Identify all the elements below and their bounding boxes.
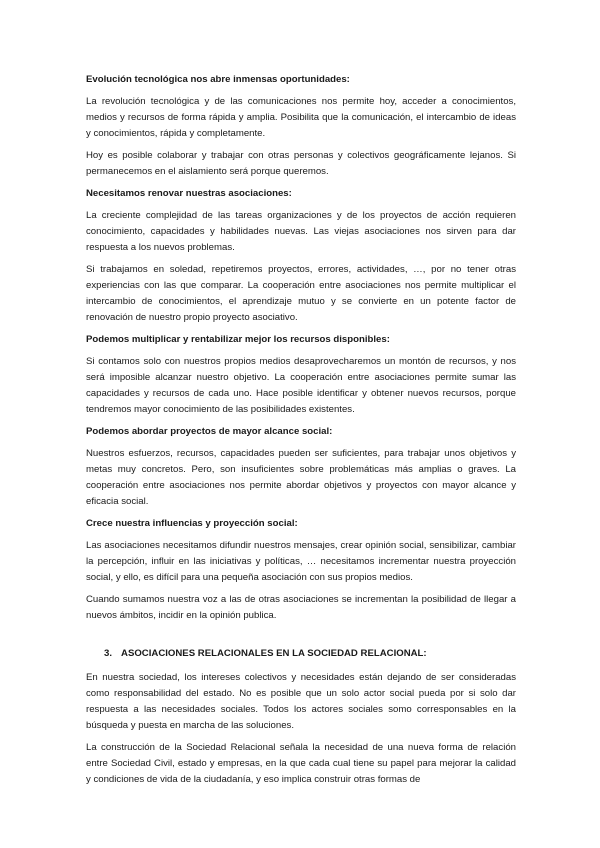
section-number: 3. [104, 648, 113, 659]
section-heading-3 [86, 646, 516, 662]
heading-mayor-alcance: Podemos abordar proyectos de mayor alcance social: [86, 426, 333, 437]
heading-evolucion-tecnologica: Evolución tecnológica nos abre inmensas oportunidades: [86, 74, 350, 85]
section-title-text: ASOCIACIONES RELACIONALES EN LA SOCIEDAD RELACIONAL: [121, 648, 427, 659]
heading-renovar-asociaciones: Necesitamos renovar nuestras asociaciones: [86, 188, 292, 199]
paragraph: La construcción de la Sociedad Relacional señala la necesidad de una nueva forma de relación entre Sociedad Civil, estado y empresas, en la que cada cual tiene su papel para mejorar la calidad y condiciones de vida de la ciudadanía, y eso implica construir otras formas de [86, 742, 516, 785]
paragraph: Cuando sumamos nuestra voz a las de otras asociaciones se incrementan la posibilidad de llegar a nuevos ámbitos, incidir en la opinión publica. [86, 594, 516, 621]
heading-multiplicar-recursos: Podemos multiplicar y rentabilizar mejor los recursos disponibles: [86, 334, 390, 345]
paragraph: Hoy es posible colaborar y trabajar con otras personas y colectivos geográficamente lejanos. Si permanecemos en el aislamiento será porque queremos. [86, 150, 516, 177]
paragraph: Si contamos solo con nuestros propios medios desaprovecharemos un montón de recursos, y nos será imposible alcanzar nuestro objetivo. La cooperación entre asociaciones permite sumar las capacidades y recursos de cada uno. Hace posible identificar y obtener nuevos recursos, porque tendremos mayor conocimiento de las posibilidades existentes. [86, 356, 516, 415]
heading-influencias-proyeccion: Crece nuestra influencias y proyección social: [86, 518, 298, 529]
paragraph: Si trabajamos en soledad, repetiremos proyectos, errores, actividades, …, por no tener otras experiencias con las que comparar. La cooperación entre asociaciones nos permite multiplicar el intercambio de conocimientos, el aprendizaje mutuo y se convierte en un potente factor de renovación de nuestro propio proyecto asociativo. [86, 264, 516, 323]
paragraph: En nuestra sociedad, los intereses colectivos y necesidades están dejando de ser consideradas como responsabilidad del estado. No es posible que un solo actor social pueda por si solo dar respuesta a las necesidades sociales. Todos los actores sociales somo corresponsables en la búsqueda y puesta en marcha de las soluciones. [86, 672, 516, 731]
paragraph: La creciente complejidad de las tareas organizaciones y de los proyectos de acción requieren conocimiento, capacidades y habilidades nuevas. Las viejas asociaciones nos sirven para dar respuesta a los nuevos problemas. [86, 210, 516, 253]
paragraph: La revolución tecnológica y de las comunicaciones nos permite hoy, acceder a conocimientos, medios y recursos de forma rápida y amplia. Posibilita que la comunicación, el intercambio de ideas y conocimientos, rápida y completamente. [86, 96, 516, 139]
document-page [86, 72, 516, 794]
paragraph: Las asociaciones necesitamos difundir nuestros mensajes, crear opinión social, sensibilizar, cambiar la percepción, influir en las iniciativas y políticas, … necesitamos incrementar nuestra proyección social, y ello, es difícil para una pequeña asociación con sus propios medios. [86, 540, 516, 583]
paragraph: Nuestros esfuerzos, recursos, capacidades pueden ser suficientes, para trabajar unos objetivos y metas muy concretos. Pero, son insuficientes sobre problemáticas más amplias o graves. La cooperación entre asociaciones nos permite abordar objetivos y proyectos con mayor alcance y eficacia social. [86, 448, 516, 507]
